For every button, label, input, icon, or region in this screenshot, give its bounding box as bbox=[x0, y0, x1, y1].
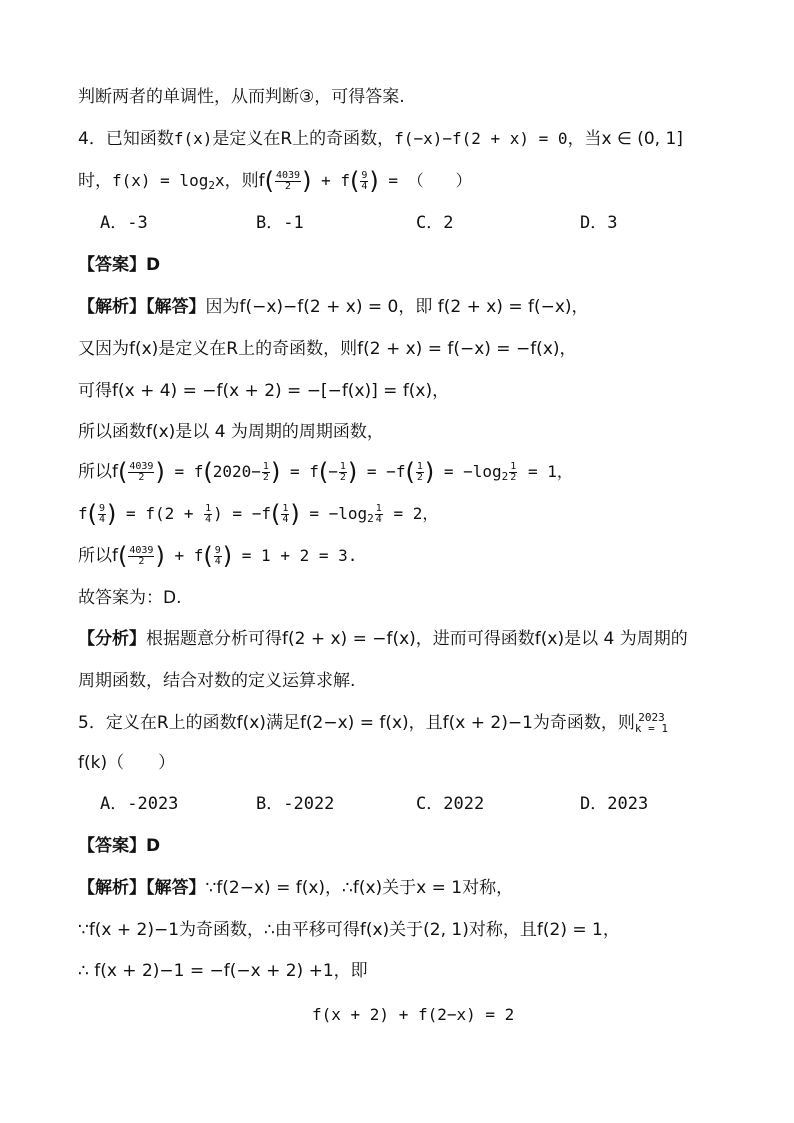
q5-solution-label: 【解析】【解答】 bbox=[78, 878, 206, 898]
q5-sum-limits: 2023 k = 1 bbox=[634, 711, 669, 735]
frac-1-2: $\frac{1}{2}$ bbox=[262, 460, 269, 483]
frac-1-2: $\frac{1}{2}$ bbox=[510, 460, 517, 483]
q5-stem-text: 5．定义在R上的函数f(x)满足f(2−x) = f(x)，且f(x + 2)−1为奇函数，则 bbox=[78, 713, 635, 733]
q4-stem-tail: ，当x ∈ (0, 1] bbox=[567, 129, 683, 149]
q4-option-c: C．2 bbox=[416, 213, 454, 233]
q5-solution-line-4: f(x + 2) + f(2−x) = 2 bbox=[312, 1005, 515, 1024]
frac-1-2: $\frac{1}{2}$ bbox=[416, 460, 423, 483]
q4-solution-line-3: 可得f(x + 4) = −f(x + 2) = −[−f(x)] = f(x)， bbox=[78, 381, 450, 401]
q4-analysis-text-1: 根据题意分析可得f(2 + x) = −f(x)，进而可得函数f(x)是以 4 为周期的 bbox=[146, 629, 688, 649]
q4-plus: + f bbox=[311, 171, 350, 190]
q4-stem-line-1 bbox=[78, 128, 683, 150]
q5-solution-line-1 bbox=[78, 877, 513, 899]
frac-9-4: $\frac{9}{4}$ bbox=[214, 544, 221, 567]
q4-eq2-sub: 2 bbox=[208, 179, 215, 192]
frac-1-4: $\frac{1}{4}$ bbox=[375, 502, 382, 525]
q4-solution-label: 【解析】【解答】 bbox=[78, 297, 206, 317]
q4-analysis-line-2: 周期函数，结合对数的定义运算求解. bbox=[78, 671, 356, 691]
q4-solution-line-5: 所以f( $\frac{4039}{2}$ ) = f(2020− $\frac{1}{2}$ ) = f(− $\frac{1}{2}$ ) = −f( $\frac{1}{2}$ ) = $-\log_2$ $\frac{1}{2}$ = 1， bbox=[78, 458, 573, 486]
q4-solution-line-2: 又因为f(x)是定义在R上的奇函数，则f(2 + x) = f(−x) = −f(x)， bbox=[78, 339, 577, 359]
intro-line: 判断两者的单调性，从而判断③，可得答案. bbox=[78, 87, 405, 107]
q4-stem-mid: 是定义在R上的奇函数， bbox=[212, 129, 395, 149]
q4-eq1: f(−x)−f(2 + x) = 0 bbox=[394, 129, 568, 148]
q4-frac-4039-2: $\frac{4039}{2}$ bbox=[275, 169, 301, 192]
q5-option-b: B．-2022 bbox=[256, 794, 335, 814]
q5-stem-line-2: f(k)（ ） bbox=[78, 753, 176, 773]
q4-solution-line-7: 所以f( $\frac{4039}{2}$ ) + f( $\frac{9}{4}$ ) = 1 + 2 = 3. bbox=[78, 542, 358, 570]
frac-9-4: $\frac{9}{4}$ bbox=[99, 502, 106, 525]
q4-stem2-prefix: 时， bbox=[78, 171, 112, 191]
q4-stem2-tail: = （ ） bbox=[378, 171, 472, 190]
q4-solution-text-1: 因为f(−x)−f(2 + x) = 0，即 f(2 + x) = f(−x)， bbox=[205, 297, 589, 317]
q4-eq2-tail: x bbox=[214, 171, 225, 190]
q5-option-a: A．-2023 bbox=[100, 794, 179, 814]
q4-option-a: A．-3 bbox=[100, 213, 148, 233]
q4-answer: 【答案】D bbox=[78, 255, 161, 275]
q4-solution-line-4: 所以函数f(x)是以 4 为周期的周期函数， bbox=[78, 422, 384, 442]
q4-fx: f(x) bbox=[173, 129, 213, 148]
q5-answer: 【答案】D bbox=[78, 836, 161, 856]
q4-eq2: f(x) = log bbox=[112, 171, 209, 190]
q5-solution-text-1: ∵f(2−x) = f(x)，∴f(x)关于x = 1对称， bbox=[205, 878, 514, 898]
q5-solution-line-2: ∵f(x + 2)−1为奇函数，∴由平移可得f(x)关于(2, 1)对称，且f(2) = 1， bbox=[78, 920, 620, 940]
q4-option-b: B．-1 bbox=[256, 213, 304, 233]
q4-stem2-then: ，则f bbox=[224, 171, 265, 191]
q4-stem-prefix: 4．已知函数 bbox=[78, 129, 174, 149]
frac-1-4: $\frac{1}{4}$ bbox=[205, 502, 212, 525]
q4-analysis-line-1 bbox=[78, 628, 688, 650]
q4-solution-line-8: 故答案为：D. bbox=[78, 588, 182, 608]
q5-solution-line-3: ∴ f(x + 2)−1 = −f(−x + 2) +1，即 bbox=[78, 961, 368, 981]
q4-frac-9-4: $\frac{9}{4}$ bbox=[361, 169, 368, 192]
q5-option-d: D．2023 bbox=[580, 794, 649, 814]
frac-4039-2: $\frac{4039}{2}$ bbox=[129, 544, 154, 567]
q5-option-c: C．2022 bbox=[416, 794, 485, 814]
q4-stem-line-2: 时，$f(x) = \log_2x$，则f( $\frac{4039}{2}$ ) + f( $\frac{9}{4}$ ) = （ ） bbox=[78, 167, 472, 195]
q4-solution-line-6: f( $\frac{9}{4}$ ) = f(2 + $\frac{1}{4}$ ) = −f( $\frac{1}{4}$ ) = $-\log_2$ $\frac{1}{4}$ = 2， bbox=[78, 500, 439, 528]
frac-1-4: $\frac{1}{4}$ bbox=[282, 502, 289, 525]
q4-option-d: D．3 bbox=[580, 213, 618, 233]
q4-solution-line-1 bbox=[78, 296, 589, 318]
frac-1-2: $\frac{1}{2}$ bbox=[339, 460, 346, 483]
q4-analysis-label: 【分析】 bbox=[78, 629, 146, 649]
q5-stem-line-1 bbox=[78, 712, 668, 734]
frac-4039-2: $\frac{4039}{2}$ bbox=[129, 460, 154, 483]
